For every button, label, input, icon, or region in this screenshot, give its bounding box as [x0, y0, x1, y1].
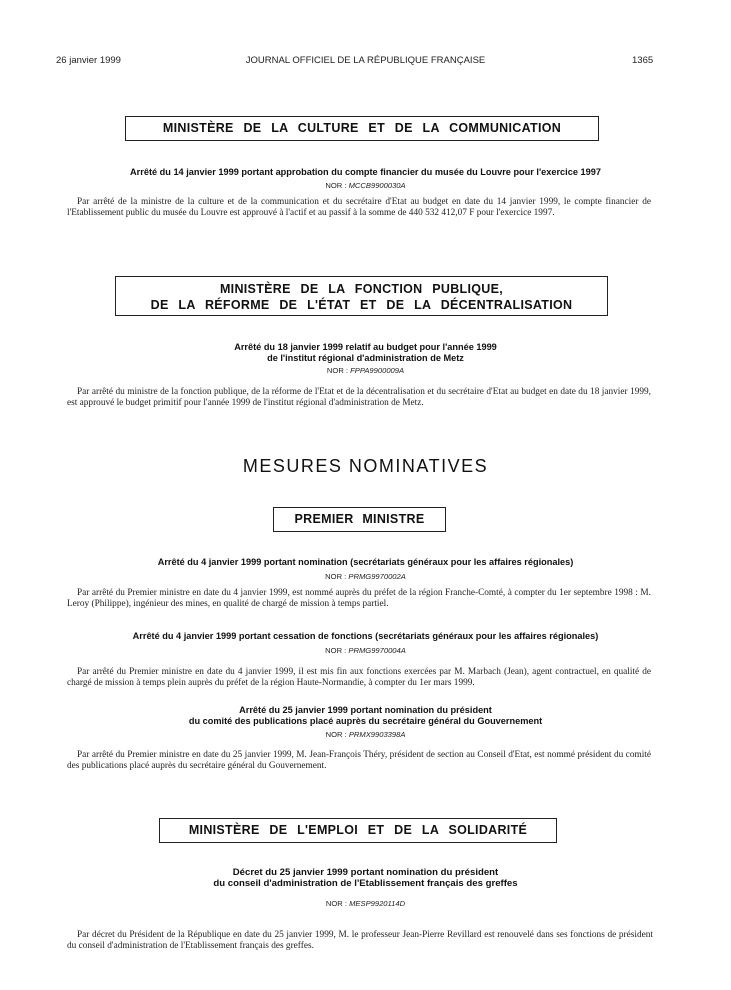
nor-code: MCCB9900030A [348, 181, 406, 190]
page-number: 1365 [632, 55, 654, 66]
arrete-text-nomination-sgar: Par arrêté du Premier ministre en date du 4 janvier 1999, est nommé auprès du préfet de la région Franche-Comté, à compter du 1er septembre 1998 : M. Leroy (Philippe), ingénieur des mines, en qualité de chargé de mission à temps partiel. [67, 588, 651, 609]
title-line: du conseil d'administration de l'Etablissement français des greffes [213, 878, 518, 889]
nor-reference-cessation-sgar [0, 646, 731, 655]
nor-label: NOR : [325, 899, 347, 908]
section-heading-premier-ministre: PREMIER MINISTRE [273, 507, 446, 532]
title-line: du comité des publications placé auprès du secrétaire général du Gouvernement [188, 716, 543, 726]
nor-reference-comite-publications [0, 730, 731, 739]
arrete-text-cessation-sgar: Par arrêté du Premier ministre en date du 4 janvier 1999, il est mis fin aux fonctions exercées par M. Marbach (Jean), agent contractuel, en qualité de chargé de mission à temps plein auprès du préfet de la région Haute-Normandie, à compter du 1er mars 1999. [67, 667, 651, 688]
nor-code: PRMX9903398A [348, 730, 406, 739]
arrete-title-louvre: Arrêté du 14 janvier 1999 portant approbation du compte financier du musée du Louvre pour l'exercice 1997 [130, 167, 601, 177]
section-heading-emploi-solidarite: MINISTÈRE DE L'EMPLOI ET DE LA SOLIDARITÉ [159, 818, 557, 843]
section-heading-fonction-publique [115, 276, 608, 316]
nor-reference-greffes [0, 899, 731, 908]
nor-label: NOR : [325, 181, 347, 190]
arrete-title-cessation-sgar: Arrêté du 4 janvier 1999 portant cessation de fonctions (secrétariats généraux pour les affaires régionales) [132, 631, 599, 641]
title-line: Décret du 25 janvier 1999 portant nomination du président [232, 867, 499, 878]
nor-label: NOR : [326, 366, 349, 375]
nor-reference-louvre [0, 181, 731, 190]
journal-title: JOURNAL OFFICIEL DE LA RÉPUBLIQUE FRANÇAISE [245, 55, 486, 66]
mesures-nominatives-heading: MESURES NOMINATIVES [242, 456, 489, 476]
arrete-title-nomination-sgar: Arrêté du 4 janvier 1999 portant nomination (secrétariats généraux pour les affaires régionales) [157, 557, 574, 567]
nor-reference-metz [0, 366, 731, 375]
heading-line: MINISTÈRE DE LA FONCTION PUBLIQUE, [219, 282, 504, 296]
nor-label: NOR : [325, 646, 347, 655]
decret-title-greffes [0, 867, 731, 889]
decret-text-greffes: Par décret du Président de la République en date du 25 janvier 1999, M. le professeur Jean-Pierre Revillard est renouvelé dans ses fonctions de président du conseil d'administration de l'Etablissement français des greffes. [67, 930, 653, 951]
heading-line: DE LA RÉFORME DE L'ÉTAT ET DE LA DÉCENTRALISATION [150, 298, 573, 312]
title-line: Arrêté du 25 janvier 1999 portant nomination du président [239, 705, 492, 715]
arrete-text-comite-publications: Par arrêté du Premier ministre en date du 25 janvier 1999, M. Jean-François Théry, président de section au Conseil d'Etat, est nommé président du comité des publications placé auprès du secrétaire général du Gouvernement. [67, 750, 651, 771]
title-line: Arrêté du 18 janvier 1999 relatif au budget pour l'année 1999 [234, 342, 497, 352]
nor-label: NOR : [325, 730, 347, 739]
section-heading-culture: MINISTÈRE DE LA CULTURE ET DE LA COMMUNICATION [125, 116, 599, 141]
arrete-title-comite-publications [0, 705, 731, 727]
nor-reference-nomination-sgar [0, 572, 731, 581]
title-line: de l'institut régional d'administration de Metz [267, 353, 464, 363]
arrete-text-metz: Par arrêté du ministre de la fonction publique, de la réforme de l'Etat et de la décentralisation et du secrétaire d'Etat au budget en date du 18 janvier 1999, est approuvé le budget primitif pour l'année 1999 de l'institut régional d'administration de Metz. [67, 387, 651, 408]
nor-label: NOR : [325, 572, 347, 581]
header-date: 26 janvier 1999 [56, 55, 121, 66]
nor-code: FPPA9900009A [350, 366, 405, 375]
arrete-title-metz [0, 342, 731, 364]
nor-code: MESP9920114D [349, 899, 406, 908]
arrete-text-louvre: Par arrêté de la ministre de la culture et de la communication et du secrétaire d'Etat au budget en date du 14 janvier 1999, le compte financier de l'Etablissement public du musée du Louvre est approuvé à l'actif et au passif à la somme de 440 532 412,07 F pour l'exercice 1997. [67, 197, 651, 218]
nor-code: PRMG9970004A [348, 646, 406, 655]
nor-code: PRMG9970002A [348, 572, 406, 581]
